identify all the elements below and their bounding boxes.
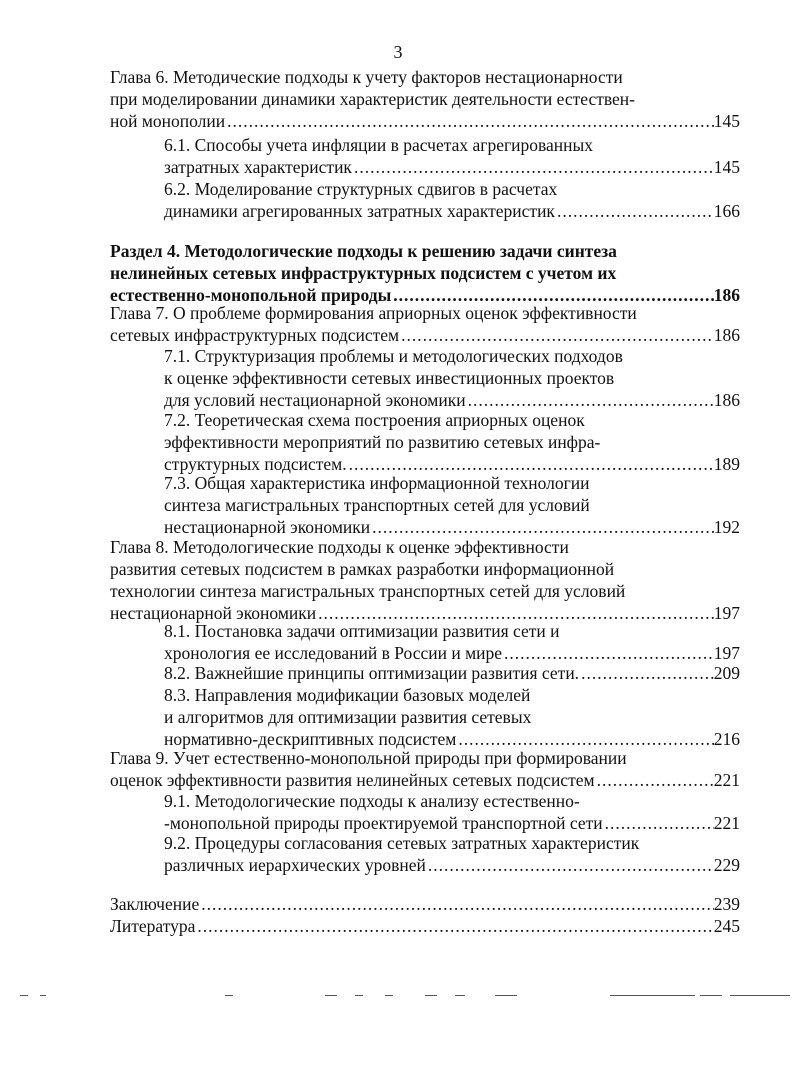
scan-artifact-line [325,995,337,996]
entry-line: Раздел 4. Методологические подходы к решению задачи синтеза [110,241,617,261]
entry-line: 8.1. Постановка задачи оптимизации развития сети и [164,621,560,641]
page-ref: 166 [713,201,740,221]
scan-artifact-line [225,995,233,996]
entry-line: синтеза магистральных транспортных сетей для условий [164,495,590,515]
entry-line: развития сетевых подсистем в рамках разработки информационной [110,559,615,579]
page-ref: 192 [713,517,740,537]
scan-artifact-line [700,995,722,996]
scan-artifact-line [40,995,46,996]
page-ref: 209 [713,663,740,683]
entry-line: Глава 7. О проблеме формирования априорных оценок эффективности [110,303,637,323]
page-ref: 221 [713,813,740,833]
entry-line: 8.3. Направления модификации базовых моделей [164,685,531,705]
scan-artifact-line [425,995,437,996]
toc-section-6-2[interactable] [164,178,740,222]
entry-line: 9.2. Процедуры согласования сетевых затратных характеристик [164,833,640,853]
scan-artifact-line [610,995,695,996]
entry-line: 9.1. Методологические подходы к анализу естественно- [164,791,580,811]
entry-line: оценок эффективности развития нелинейных сетевых подсистем [110,770,595,790]
dot-leader [595,769,714,791]
entry-line: 7.3. Общая характеристика информационной технологии [164,473,590,493]
dot-leader [225,110,714,132]
entry-line: технологии синтеза магистральных транспортных сетей для условий [110,581,626,601]
toc-part-4[interactable] [110,240,740,306]
entry-line: 6.1. Способы учета инфляции в расчетах агрегированных [164,135,594,155]
toc-chapter-8[interactable] [110,536,740,624]
dot-leader [603,812,714,834]
scan-artifact-line [385,995,393,996]
entry-line: Глава 8. Методологические подходы к оценке эффективности [110,537,569,557]
dot-leader [466,389,714,411]
scan-artifact-line [20,995,28,996]
entry-line: затратных характеристик [164,157,352,177]
page-number: 3 [393,42,403,62]
page-ref: 221 [713,770,740,790]
page-ref: 197 [713,603,740,623]
scan-artifact-line [355,995,363,996]
page-ref: 229 [713,855,740,875]
entry-line: 8.2. Важнейшие принципы оптимизации развития сети. [164,663,580,683]
entry-line: Заключение [110,894,200,914]
entry-line: эффективности мероприятий по развитию сетевых инфра- [164,432,601,452]
toc-literature[interactable] [110,915,740,937]
scan-artifact-line [455,995,465,996]
toc-section-7-1[interactable] [164,345,740,411]
page-ref: 145 [713,111,740,131]
entry-line: нормативно-дескриптивных подсистем [164,729,457,749]
entry-line: -монопольной природы проектируемой транспортной сети [164,813,603,833]
entry-line: для условий нестационарной экономики [164,390,466,410]
scan-artifact-line [730,995,790,996]
entry-line: нестационарной экономики [164,517,371,537]
entry-line: структурных подсистем. [164,454,347,474]
entry-line: нестационарной экономики [110,603,317,623]
dot-leader [555,200,714,222]
dot-leader [502,642,714,664]
entry-line: нелинейных сетевых инфраструктурных подсистем с учетом их [110,263,617,283]
toc-section-6-1[interactable] [164,134,740,178]
dot-leader [352,156,714,178]
page-ref: 245 [713,916,740,936]
dot-leader [370,516,714,538]
entry-line: сетевых инфраструктурных подсистем [110,325,400,345]
entry-line: динамики агрегированных затратных характеристик [164,201,555,221]
page-ref: 216 [713,729,740,749]
dot-leader [399,324,714,346]
entry-line: ной монополии [110,111,226,131]
toc-chapter-6[interactable] [110,66,740,132]
dot-leader [426,854,714,876]
entry-line: различных иерархических уровней [164,855,426,875]
page-ref: 197 [713,643,740,663]
entry-line: и алгоритмов для оптимизации развития сетевых [164,707,532,727]
page-ref: 186 [713,285,740,305]
entry-line: к оценке эффективности сетевых инвестиционных проектов [164,368,615,388]
toc-section-7-3[interactable] [164,472,740,538]
page-ref: 189 [713,454,740,474]
dot-leader [195,915,713,937]
toc-section-8-1[interactable] [164,620,740,664]
entry-line: естественно-монопольной природы [110,285,392,305]
entry-line: Литература [110,916,196,936]
page-ref: 186 [713,390,740,410]
entry-line: хронология ее исследований в России и мире [164,643,503,663]
toc-chapter-9[interactable] [110,747,740,791]
toc-chapter-7[interactable] [110,302,740,346]
toc-section-9-1[interactable] [164,790,740,834]
dot-leader [199,893,714,915]
toc-section-7-2[interactable] [164,409,740,475]
dot-leader [579,662,714,684]
page-ref: 239 [713,894,740,914]
page-ref: 145 [713,157,740,177]
page-ref: 186 [713,325,740,345]
entry-line: 7.2. Теоретическая схема построения априорных оценок [164,410,585,430]
entry-line: Глава 9. Учет естественно-монопольной природы при формировании [110,748,627,768]
toc-section-8-2[interactable] [164,662,740,684]
entry-line: Глава 6. Методические подходы к учету факторов нестационарности [110,67,623,87]
entry-line: при моделировании динамики характеристик деятельности естествен- [110,89,635,109]
entry-line: 7.1. Структуризация проблемы и методологических подходов [164,346,623,366]
entry-line: 6.2. Моделирование структурных сдвигов в расчетах [164,179,558,199]
scan-artifact-line [495,995,517,996]
toc-section-8-3[interactable] [164,684,740,750]
toc-section-9-2[interactable] [164,832,740,876]
toc-conclusion[interactable] [110,893,740,915]
